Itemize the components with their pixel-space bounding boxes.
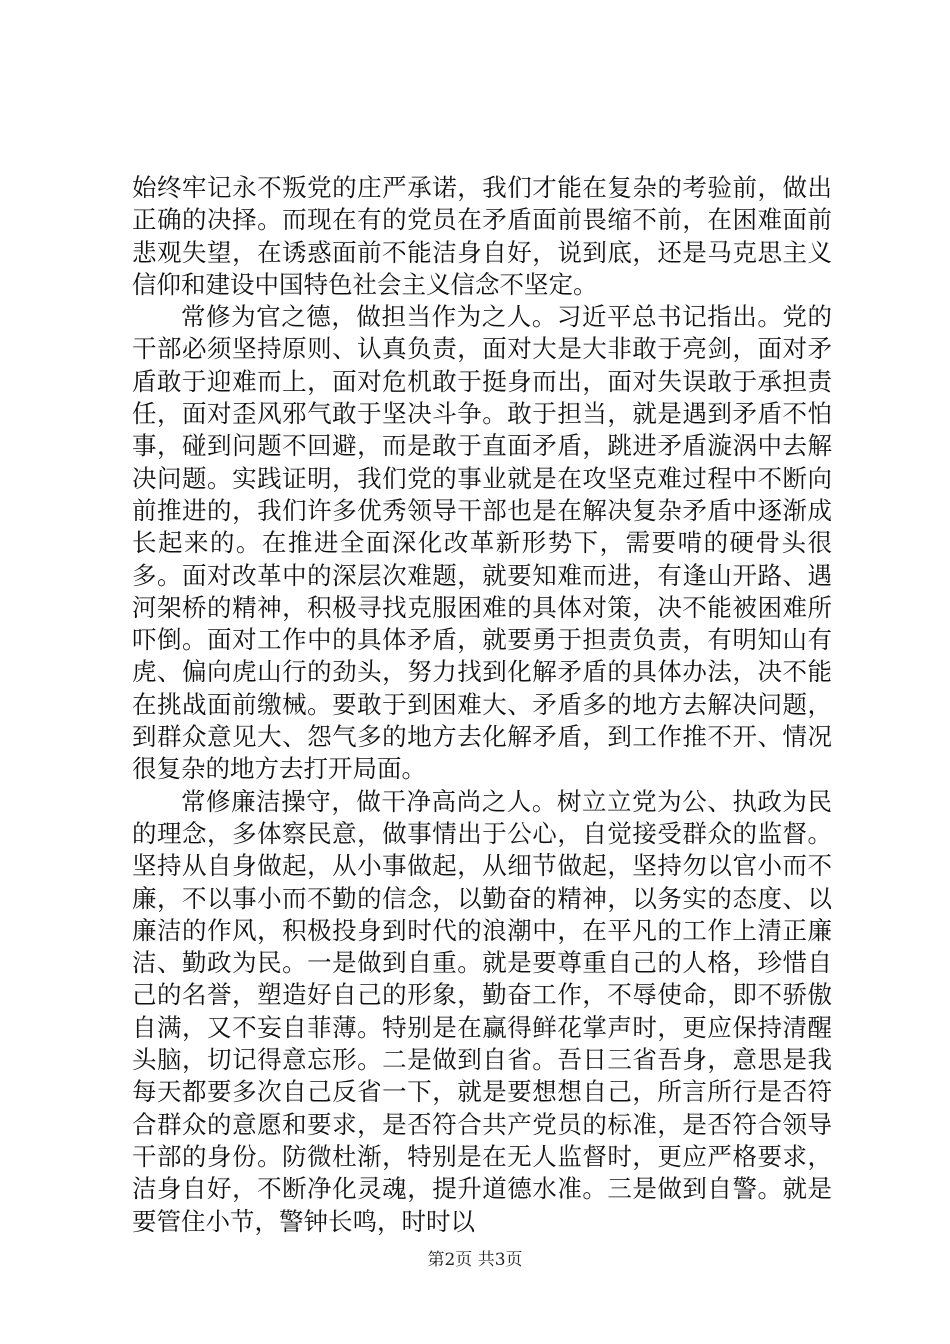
- page-number-footer: 第2页 共3页: [427, 1250, 523, 1270]
- paragraph-1: 始终牢记永不叛党的庄严承诺，我们才能在复杂的考验前，做出正确的决择。而现在有的党员在矛盾面前畏缩不前，在困难面前悲观失望，在诱惑面前不能洁身自好，说到底，还是马克思主义信仰和建设中国特色社会主义信念不坚定。: [132, 173, 832, 299]
- paragraph-3: 常修廉洁操守，做干净高尚之人。树立立党为公、执政为民的理念，多体察民意，做事情出于公心，自觉接受群众的监督。坚持从自身做起，从小事做起，从细节做起，坚持勿以官小而不廉，不以事小而不勤的信念，以勤奋的精神，以务实的态度、以廉洁的作风，积极投身到时代的浪潮中，在平凡的工作上清正廉洁、勤政为民。一是做到自重。就是要尊重自己的人格，珍惜自己的名誉，塑造好自己的形象，勤奋工作，不辱使命，即不骄傲自满，又不妄自菲薄。特别是在赢得鲜花掌声时，更应保持清醒头脑，切记得意忘形。二是做到自省。吾日三省吾身，意思是我每天都要多次自己反省一下，就是要想想自己，所言所行是否符合群众的意愿和要求，是否符合共产党员的标准，是否符合领导干部的身份。防微杜渐，特别是在无人监督时，更应严格要求，洁身自好，不断净化灵魂，提升道德水准。三是做到自警。就是要管住小节，警钟长鸣，时时以: [132, 786, 832, 1236]
- document-body: [132, 172, 832, 1238]
- paragraph-2: 常修为官之德，做担当作为之人。习近平总书记指出。党的干部必须坚持原则、认真负责，面对大是大非敢于亮剑，面对矛盾敢于迎难而上，面对危机敢于挺身而出，面对失误敢于承担责任，面对歪风邪气敢于坚决斗争。敢于担当，就是遇到矛盾不怕事，碰到问题不回避，而是敢于直面矛盾，跳进矛盾漩涡中去解决问题。实践证明，我们党的事业就是在攻坚克难过程中不断向前推进的，我们许多优秀领导干部也是在解决复杂矛盾中逐渐成长起来的。在推进全面深化改革新形势下，需要啃的硬骨头很多。面对改革中的深层次难题，就要知难而进，有逢山开路、遇河架桥的精神，积极寻找克服困难的具体对策，决不能被困难所吓倒。面对工作中的具体矛盾，就要勇于担责负责，有明知山有虎、偏向虎山行的劲头，努力找到化解矛盾的具体办法，决不能在挑战面前缴械。要敢于到困难大、矛盾多的地方去解决问题，到群众意见大、怨气多的地方去化解矛盾，到工作推不开、情况很复杂的地方去打开局面。: [132, 302, 832, 784]
